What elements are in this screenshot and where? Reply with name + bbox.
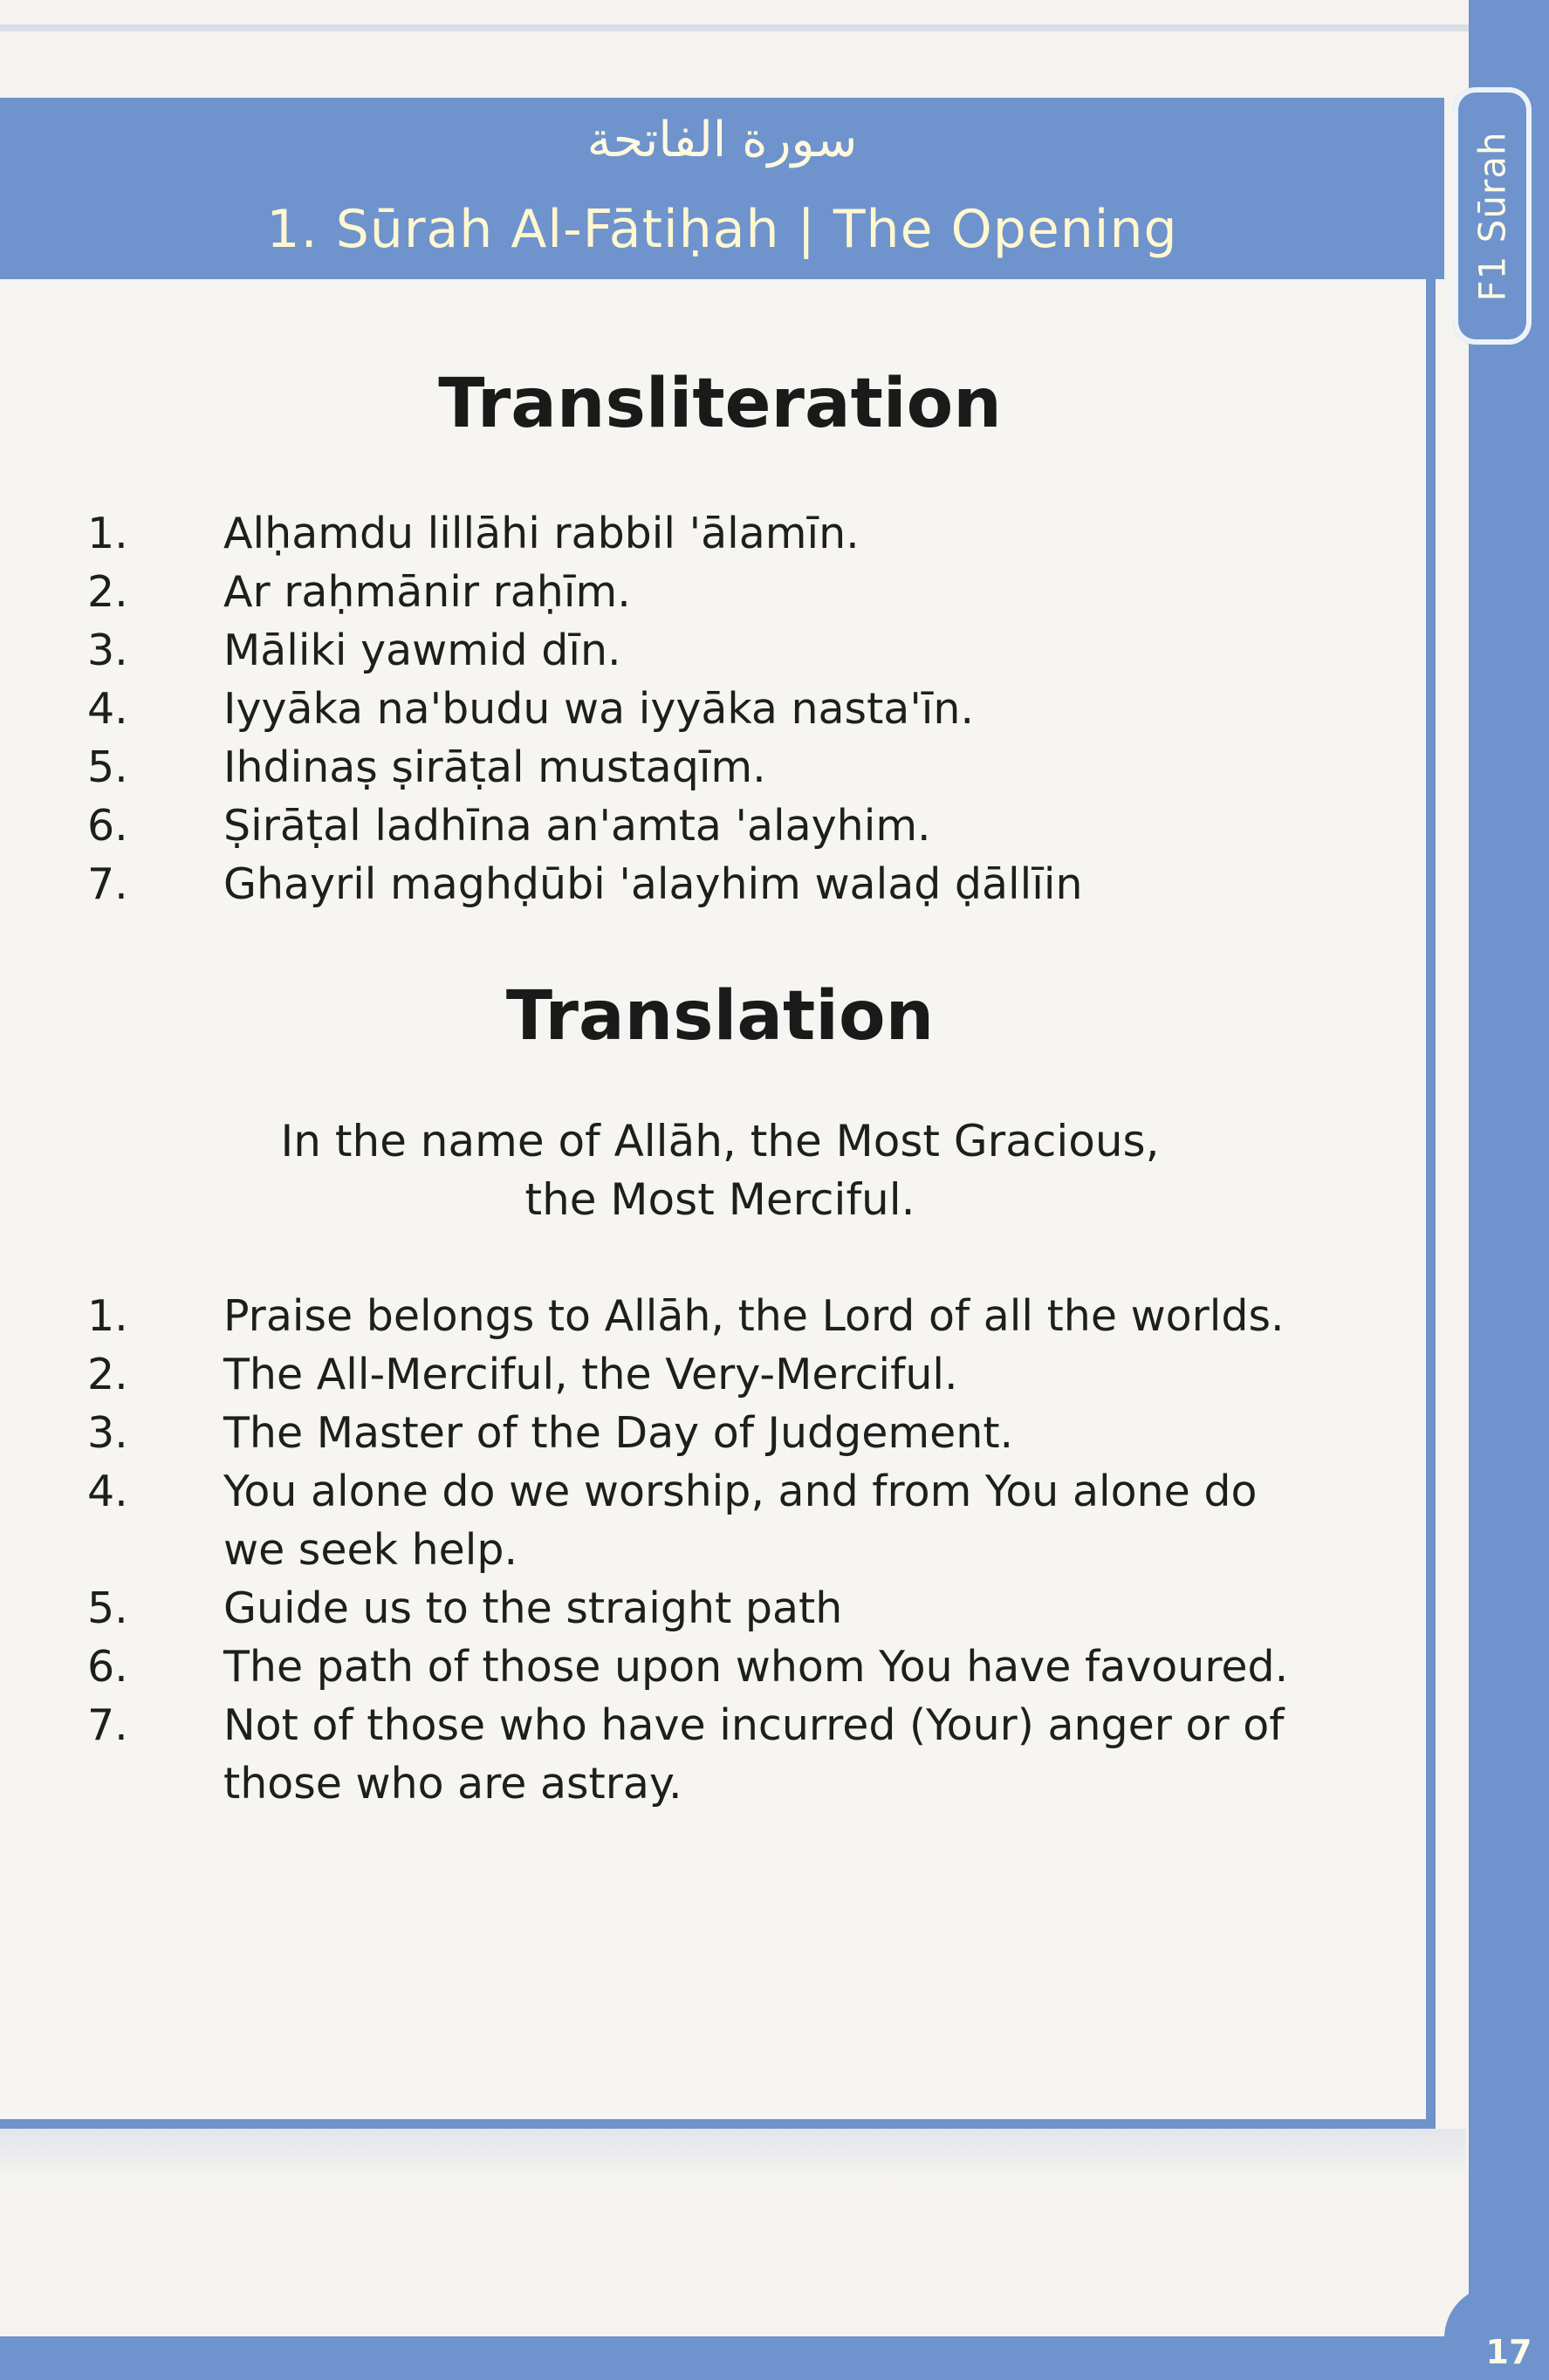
verse-number: 6. bbox=[87, 1642, 128, 1692]
right-frame-inner-line bbox=[1488, 35, 1526, 2268]
list-item bbox=[0, 1287, 1396, 1345]
list-item bbox=[0, 680, 1396, 738]
verse-text: Ihdinaṣ ṣirāṭal mustaqīm. bbox=[223, 742, 766, 792]
list-item bbox=[0, 621, 1396, 680]
list-item bbox=[0, 738, 1396, 797]
transliteration-list bbox=[0, 504, 1396, 913]
bottom-frame bbox=[0, 2336, 1549, 2380]
list-item bbox=[0, 1579, 1396, 1638]
verse-text: Māliki yawmid dīn. bbox=[223, 626, 621, 675]
verse-number: 2. bbox=[87, 1350, 128, 1399]
list-item bbox=[0, 1638, 1396, 1696]
verse-number: 1. bbox=[87, 1291, 128, 1341]
bismillah-line-2: the Most Merciful. bbox=[524, 1174, 915, 1225]
verse-text: Praise belongs to Allāh, the Lord of all the worlds. bbox=[223, 1291, 1285, 1341]
bismillah-line-1: In the name of Allāh, the Most Gracious, bbox=[280, 1116, 1160, 1166]
verse-number: 3. bbox=[87, 1408, 128, 1458]
list-item bbox=[0, 1345, 1396, 1404]
list-item bbox=[0, 1696, 1396, 1813]
verse-number: 1. bbox=[87, 509, 128, 558]
verse-number: 6. bbox=[87, 801, 128, 851]
verse-number: 5. bbox=[87, 1583, 128, 1633]
verse-number: 7. bbox=[87, 859, 128, 909]
content-box-shadow bbox=[0, 2129, 1466, 2181]
verse-text: Iyyāka na'budu wa iyyāka nasta'īn. bbox=[223, 684, 975, 734]
section-tab-label: F1 Sūrah bbox=[1470, 131, 1514, 302]
verse-number: 5. bbox=[87, 742, 128, 792]
verse-number: 3. bbox=[87, 626, 128, 675]
page-number: 17 bbox=[1485, 2333, 1532, 2371]
list-item bbox=[0, 1462, 1396, 1579]
verse-text: The path of those upon whom You have favoured. bbox=[223, 1642, 1289, 1692]
translation-list bbox=[0, 1287, 1396, 1813]
verse-text: You alone do we worship, and from You alone do we seek help. bbox=[223, 1467, 1258, 1575]
list-item bbox=[0, 797, 1396, 855]
surah-title: 1. Sūrah Al-Fātiḥah | The Opening bbox=[266, 199, 1178, 260]
top-border-line bbox=[0, 24, 1501, 31]
verse-text: Ṣirāṭal ladhīna an'amta 'alayhim. bbox=[223, 801, 931, 851]
list-item bbox=[0, 563, 1396, 621]
verse-text: Alḥamdu lillāhi rabbil 'ālamīn. bbox=[223, 509, 860, 558]
verse-text: Not of those who have incurred (Your) anger or of those who are astray. bbox=[223, 1700, 1285, 1809]
verse-text: Ar raḥmānir raḥīm. bbox=[223, 567, 631, 617]
translation-heading: Translation bbox=[505, 977, 935, 1056]
list-item bbox=[0, 504, 1396, 563]
transliteration-heading: Transliteration bbox=[438, 365, 1002, 443]
verse-text: The All-Merciful, the Very-Merciful. bbox=[223, 1350, 958, 1399]
list-item bbox=[0, 1404, 1396, 1462]
list-item bbox=[0, 855, 1396, 913]
verse-text: Guide us to the straight path bbox=[223, 1583, 843, 1633]
verse-text: Ghayril maghḍūbi 'alayhim walaḍ ḍāllīin bbox=[223, 859, 1083, 909]
verse-number: 4. bbox=[87, 1467, 128, 1516]
bismillah-translation bbox=[0, 1112, 1440, 1229]
verse-text: The Master of the Day of Judgement. bbox=[223, 1408, 1014, 1458]
verse-number: 4. bbox=[87, 684, 128, 734]
arabic-surah-title: سورة الفاتحة bbox=[586, 112, 858, 168]
verse-number: 7. bbox=[87, 1700, 128, 1750]
verse-number: 2. bbox=[87, 567, 128, 617]
